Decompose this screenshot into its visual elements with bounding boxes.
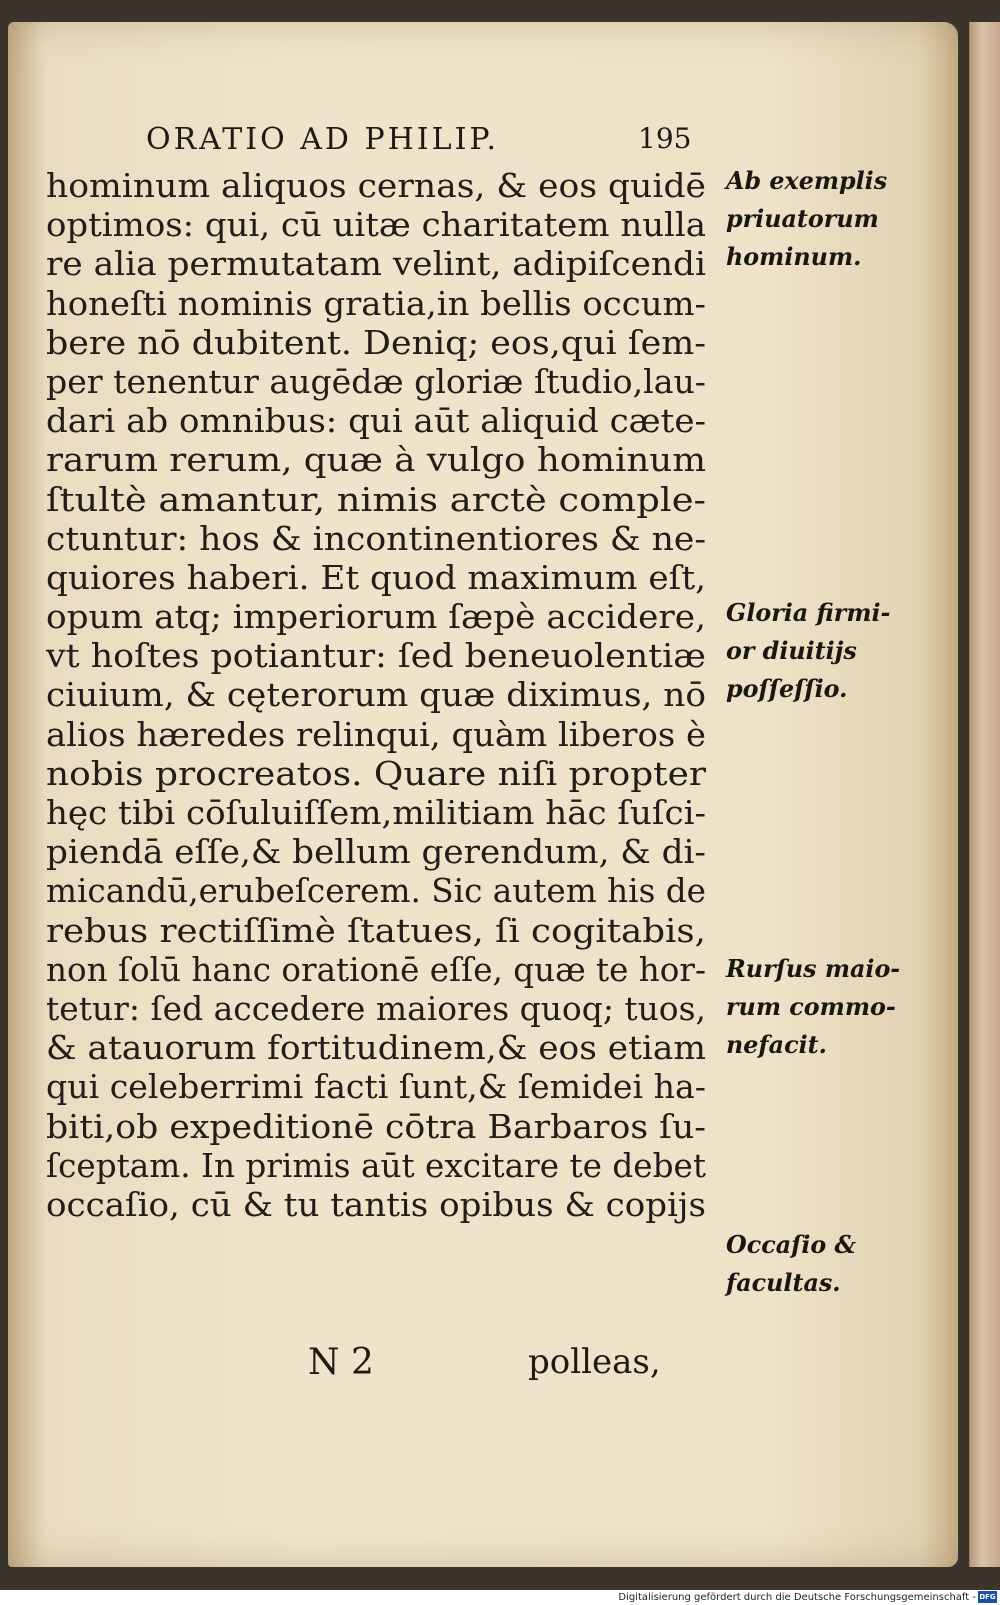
catchword: polleas, bbox=[528, 1342, 661, 1382]
text-line: rebus rectiſſimè ſtatues, ſi cogitabis, bbox=[46, 910, 707, 950]
text-line: quiores haberi. Et quod maximum eſt, bbox=[46, 557, 706, 597]
text-line: occaſio, cū & tu tantis opibus & copijs bbox=[46, 1184, 707, 1224]
funding-credit: Digitalisierung gefördert durch die Deutsche Forschungsgemeinschaft - bbox=[618, 1592, 976, 1603]
text-line: micandū,erubeſcerem. Sic autem his de bbox=[46, 871, 706, 911]
text-line: ſtultè amantur, nimis arctè comple- bbox=[46, 479, 706, 519]
text-line: vt hoſtes potiantur: ſed beneuolentiæ bbox=[46, 636, 707, 676]
text-line: hęc tibi cōſuluiſſem,militiam hāc ſuſci- bbox=[46, 793, 706, 832]
page-number: 195 bbox=[638, 122, 692, 155]
text-line: ctuntur: hos & incontinentiores & ne- bbox=[46, 518, 706, 558]
text-line: nobis procreatos. Quare niſi propter bbox=[46, 753, 706, 793]
margin-note: Ab exemplis priuatorum hominum. bbox=[726, 166, 888, 271]
book-page bbox=[8, 22, 958, 1567]
margin-notes bbox=[726, 22, 958, 1567]
text-line: bere nō dubitent. Deniq; eos,qui ſem- bbox=[46, 322, 706, 362]
text-line: alios hæredes relinqui, quàm liberos è bbox=[46, 714, 707, 754]
credit-bar bbox=[0, 1590, 1000, 1605]
text-line: ciuium, & cęterorum quæ diximus, nō bbox=[46, 675, 706, 715]
margin-note: Gloria firmi- or diuitijs poſſeſſio. bbox=[726, 598, 891, 703]
text-line: rarum rerum, quæ à vulgo hominum bbox=[46, 440, 706, 480]
dfg-logo-icon: DFG bbox=[979, 1593, 996, 1601]
text-line: non ſolū hanc orationē eſſe, quæ te hor- bbox=[46, 949, 706, 989]
text-line: opum atq; imperiorum ſæpè accidere, bbox=[46, 597, 706, 637]
text-line: honeſti nominis gratia,in bellis occum- bbox=[46, 283, 706, 323]
text-line: re alia permutatam velint, adipiſcendi bbox=[46, 244, 706, 284]
signature-mark: N 2 bbox=[308, 1342, 374, 1383]
text-line: hominum aliquos cernas, & eos quidē bbox=[46, 166, 706, 205]
text-line: per tenentur augēdæ gloriæ ſtudio,lau- bbox=[46, 361, 706, 401]
text-line: tetur: ſed accedere maiores quoq; tuos, bbox=[46, 988, 706, 1028]
margin-note: Occaſio & facultas. bbox=[726, 1230, 857, 1297]
text-line: qui celeberrimi facti ſunt,& ſemidei ha- bbox=[46, 1067, 706, 1107]
next-page-edge bbox=[969, 22, 1000, 1567]
page-footer bbox=[8, 1342, 958, 1392]
text-line: piendā eſſe,& bellum gerendum, & di- bbox=[46, 832, 706, 872]
text-line: dari ab omnibus: qui aūt aliquid cæte- bbox=[46, 401, 706, 441]
main-text-block bbox=[46, 166, 726, 1224]
margin-note: Rurſus maio- rum commo- nefacit. bbox=[726, 954, 901, 1059]
text-line: ſceptam. In primis aūt excitare te debet bbox=[46, 1145, 706, 1185]
running-head: ORATIO AD PHILIP. bbox=[146, 122, 500, 157]
text-line: optimos: qui, cū uitæ charitatem nulla bbox=[46, 205, 706, 245]
text-line: biti,ob expeditionē cōtra Barbaros ſu- bbox=[46, 1106, 706, 1146]
text-line: & atauorum fortitudinem,& eos etiam bbox=[46, 1028, 706, 1068]
